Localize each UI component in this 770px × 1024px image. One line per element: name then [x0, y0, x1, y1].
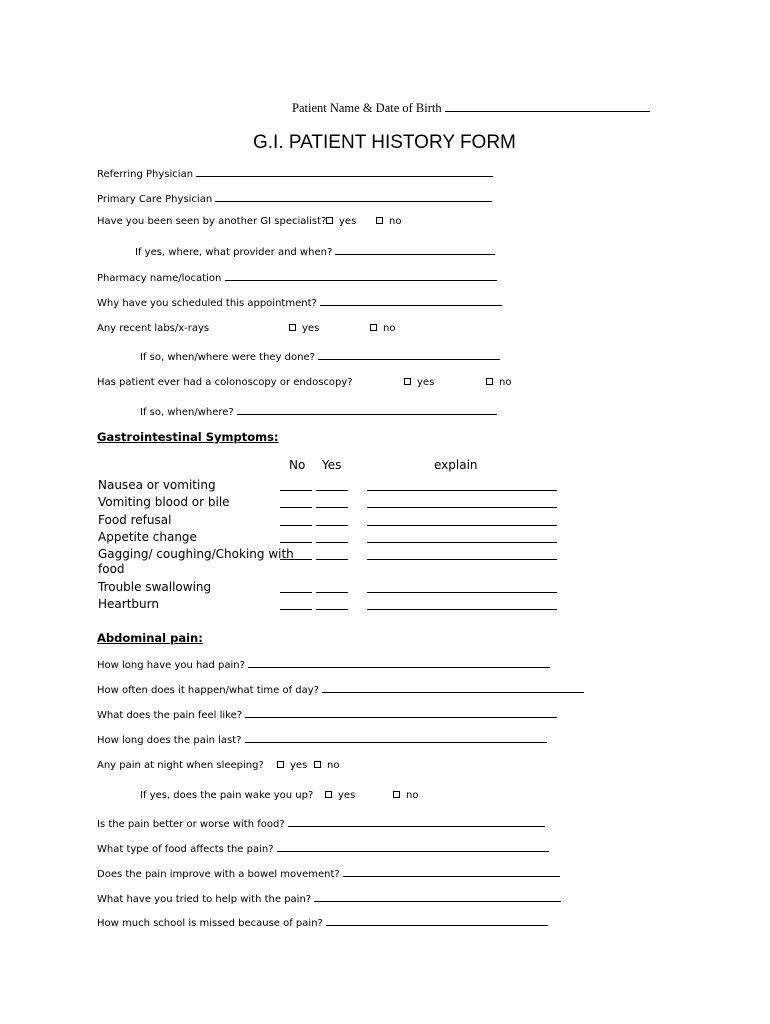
- option-yes-label: yes: [290, 760, 308, 771]
- gi-row-label: Appetite change: [98, 530, 197, 544]
- primary-care-line[interactable]: [215, 191, 492, 202]
- gi-col-no: No: [289, 458, 306, 472]
- seen-specialist-yes[interactable]: [326, 216, 356, 227]
- gi-row-label: Nausea or vomiting: [98, 478, 216, 492]
- pain-how-long-label: How long have you had pain?: [97, 660, 245, 671]
- pain-night-yes[interactable]: [277, 760, 307, 771]
- gi-yes-line[interactable]: [316, 592, 348, 593]
- tried-label: What have you tried to help with the pain?: [97, 894, 312, 905]
- bowel-movement-line[interactable]: [343, 866, 560, 877]
- bowel-movement-field: [97, 866, 560, 880]
- option-no-label: no: [327, 760, 340, 771]
- why-scheduled-line[interactable]: [320, 295, 502, 306]
- gi-yes-line[interactable]: [316, 490, 348, 491]
- pain-wake-yes[interactable]: [325, 790, 355, 801]
- gi-row-label: Vomiting blood or bile: [98, 495, 230, 509]
- pain-how-often-line[interactable]: [322, 682, 584, 693]
- pain-last-line[interactable]: [245, 732, 547, 743]
- gi-no-line[interactable]: [280, 559, 312, 560]
- pain-wake-no[interactable]: [393, 790, 418, 801]
- why-scheduled-label: Why have you scheduled this appointment?: [97, 298, 317, 309]
- checkbox-icon[interactable]: [393, 791, 400, 798]
- option-yes-label: yes: [417, 377, 435, 388]
- bowel-movement-label: Does the pain improve with a bowel movement?: [97, 869, 340, 880]
- option-no-label: no: [406, 790, 419, 801]
- pain-wake-question: If yes, does the pain wake you up?: [140, 790, 314, 801]
- gi-explain-line[interactable]: [367, 609, 557, 610]
- pain-feel-line[interactable]: [245, 707, 557, 718]
- colonoscopy-no[interactable]: [486, 377, 511, 388]
- gi-col-yes: Yes: [322, 458, 342, 472]
- why-scheduled-field: [97, 295, 502, 309]
- gi-no-line[interactable]: [280, 490, 312, 491]
- tried-line[interactable]: [314, 891, 561, 902]
- pain-night-no[interactable]: [314, 760, 339, 771]
- pharmacy-line[interactable]: [225, 270, 497, 281]
- checkbox-icon[interactable]: [325, 791, 332, 798]
- if-yes-where-label: If yes, where, what provider and when?: [135, 247, 333, 258]
- pain-food-line[interactable]: [288, 816, 545, 827]
- gi-explain-line[interactable]: [367, 542, 557, 543]
- colonoscopy-question: Has patient ever had a colonoscopy or endoscopy?: [97, 377, 353, 388]
- gi-yes-line[interactable]: [316, 542, 348, 543]
- colonoscopy-when-where-line[interactable]: [237, 404, 497, 415]
- recent-labs-yes[interactable]: [289, 323, 319, 334]
- pain-how-long-field: [97, 657, 550, 671]
- school-missed-line[interactable]: [326, 915, 548, 926]
- gi-row-label: Food refusal: [98, 513, 172, 527]
- pain-how-often-field: [97, 682, 584, 696]
- gi-yes-line[interactable]: [316, 559, 348, 560]
- gi-no-line[interactable]: [280, 592, 312, 593]
- labs-when-where-label: If so, when/where were they done?: [140, 352, 315, 363]
- option-no-label: no: [499, 377, 512, 388]
- pain-last-field: [97, 732, 547, 746]
- food-type-field: [97, 841, 549, 855]
- pain-food-field: [97, 816, 545, 830]
- gi-no-line[interactable]: [280, 609, 312, 610]
- option-no-label: no: [389, 216, 402, 227]
- patient-name-dob-field: [292, 101, 650, 116]
- gi-explain-line[interactable]: [367, 525, 557, 526]
- gi-explain-line[interactable]: [367, 507, 557, 508]
- primary-care-field: [97, 191, 492, 205]
- gi-row-label: food: [98, 562, 125, 576]
- gi-col-explain: explain: [434, 458, 478, 472]
- primary-care-label: Primary Care Physician: [97, 194, 213, 205]
- checkbox-icon[interactable]: [289, 324, 296, 331]
- pain-food-label: Is the pain better or worse with food?: [97, 819, 285, 830]
- labs-when-where-line[interactable]: [318, 349, 500, 360]
- option-yes-label: yes: [339, 216, 357, 227]
- pharmacy-field: [97, 270, 497, 284]
- gi-no-line[interactable]: [280, 542, 312, 543]
- checkbox-icon[interactable]: [277, 761, 284, 768]
- pain-how-often-label: How often does it happen/what time of day?: [97, 685, 319, 696]
- abdominal-pain-heading: Abdominal pain:: [97, 631, 203, 645]
- gi-explain-line[interactable]: [367, 490, 557, 491]
- colonoscopy-yes[interactable]: [404, 377, 434, 388]
- food-type-line[interactable]: [277, 841, 549, 852]
- pain-last-label: How long does the pain last?: [97, 735, 242, 746]
- food-type-label: What type of food affects the pain?: [97, 844, 274, 855]
- gi-explain-line[interactable]: [367, 559, 557, 560]
- seen-specialist-no[interactable]: [376, 216, 401, 227]
- gi-row-label: Heartburn: [98, 597, 159, 611]
- checkbox-icon[interactable]: [486, 378, 493, 385]
- gi-symptoms-heading: Gastrointestinal Symptoms:: [97, 430, 279, 444]
- gi-yes-line[interactable]: [316, 609, 348, 610]
- checkbox-icon[interactable]: [326, 217, 333, 224]
- checkbox-icon[interactable]: [314, 761, 321, 768]
- labs-when-where-field: [140, 349, 500, 363]
- school-missed-field: [97, 915, 548, 929]
- pain-how-long-line[interactable]: [248, 657, 550, 668]
- option-no-label: no: [383, 323, 396, 334]
- referring-physician-label: Referring Physician: [97, 169, 194, 180]
- gi-explain-line[interactable]: [367, 592, 557, 593]
- pharmacy-label: Pharmacy name/location: [97, 273, 222, 284]
- form-title: G.I. PATIENT HISTORY FORM: [253, 132, 516, 153]
- gi-no-line[interactable]: [280, 507, 312, 508]
- checkbox-icon[interactable]: [376, 217, 383, 224]
- pain-feel-field: [97, 707, 557, 721]
- tried-field: [97, 891, 561, 905]
- gi-row-label: Trouble swallowing: [98, 580, 212, 594]
- referring-physician-field: [97, 166, 493, 180]
- recent-labs-question: Any recent labs/x-rays: [97, 323, 210, 334]
- gi-yes-line[interactable]: [316, 525, 348, 526]
- checkbox-icon[interactable]: [370, 324, 377, 331]
- patient-name-dob-line[interactable]: [445, 101, 650, 112]
- checkbox-icon[interactable]: [404, 378, 411, 385]
- option-yes-label: yes: [338, 790, 356, 801]
- pain-night-question: Any pain at night when sleeping?: [97, 760, 264, 771]
- option-yes-label: yes: [302, 323, 320, 334]
- recent-labs-no[interactable]: [370, 323, 395, 334]
- gi-no-line[interactable]: [280, 525, 312, 526]
- gi-yes-line[interactable]: [316, 507, 348, 508]
- seen-specialist-question: Have you been seen by another GI specialist?: [97, 216, 327, 227]
- colonoscopy-when-where-field: [140, 404, 497, 418]
- if-yes-where-line[interactable]: [335, 244, 495, 255]
- patient-name-dob-label: Patient Name & Date of Birth: [292, 101, 442, 115]
- colonoscopy-when-where-label: If so, when/where?: [140, 407, 234, 418]
- if-yes-where-field: [135, 244, 495, 258]
- school-missed-label: How much school is missed because of pain?: [97, 918, 323, 929]
- gi-row-label: Gagging/ coughing/Choking with: [98, 547, 294, 561]
- referring-physician-line[interactable]: [196, 166, 493, 177]
- pain-feel-label: What does the pain feel like?: [97, 710, 243, 721]
